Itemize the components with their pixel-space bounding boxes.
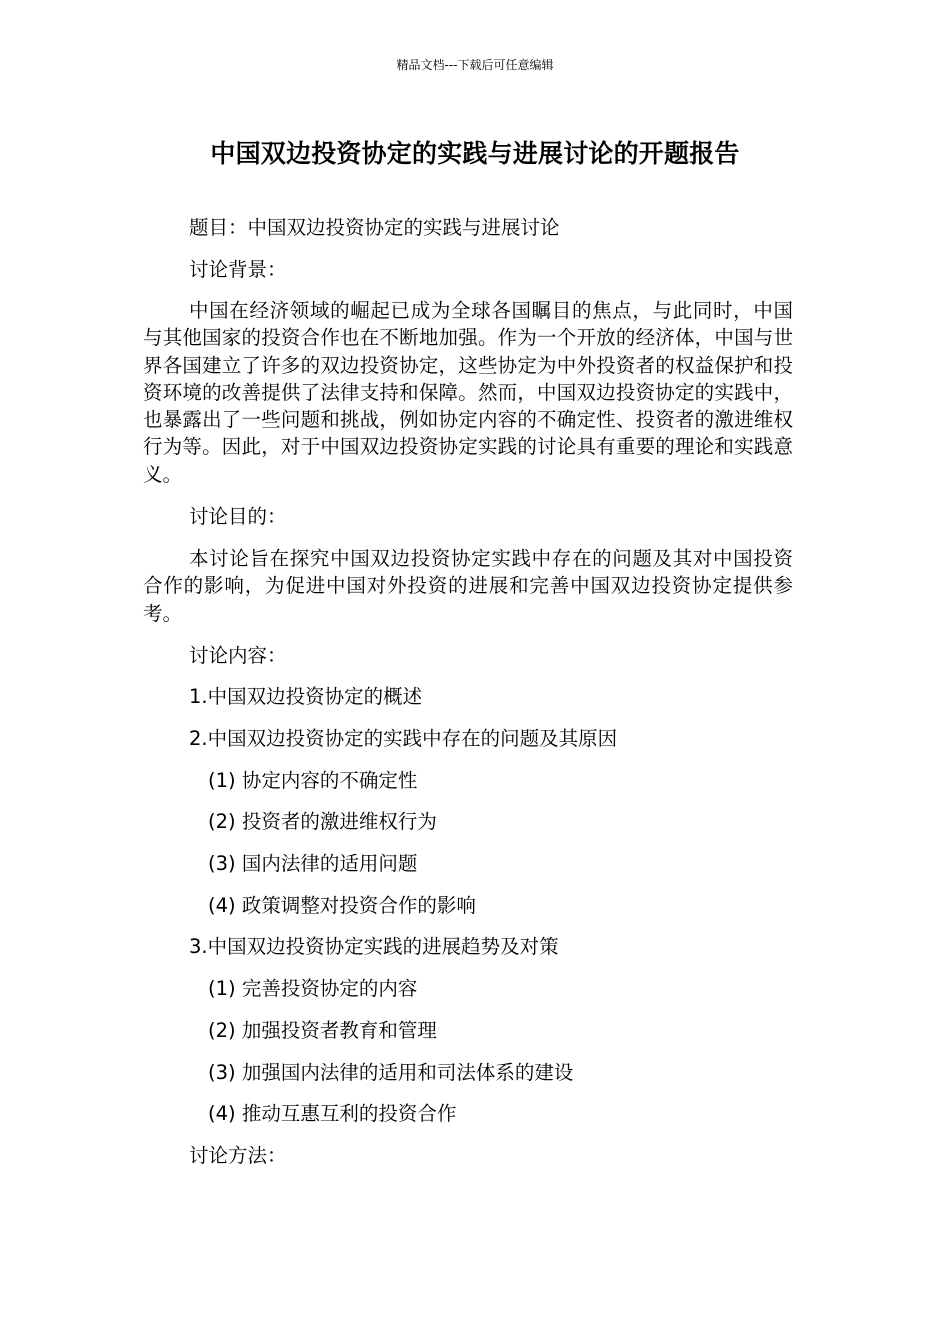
background-heading: 讨论背景： (189, 258, 287, 281)
content-subitem-2-2: (2) 投资者的激进维权行为 (208, 810, 437, 833)
purpose-paragraph: 本讨论旨在探究中国双边投资协定实践中存在的问题及其对中国投资合作的影响，为促进中国对外投资的进展和完善中国双边投资协定提供参考。 (143, 547, 793, 625)
content-subitem-3-1: (1) 完善投资协定的内容 (208, 977, 418, 1000)
background-paragraph: 中国在经济领域的崛起已成为全球各国瞩目的焦点，与此同时，中国与其他国家的投资合作也在不断地加强。作为一个开放的经济体，中国与世界各国建立了许多的双边投资协定，这些协定为中外投资者的权益保护和投资环境的改善提供了法律支持和保障。然而，中国双边投资协定的实践中，也暴露出了一些问题和挑战，例如协定内容的不确定性、投资者的激进维权行为等。因此，对于中国双边投资协定实践的讨论具有重要的理论和实践意义。 (143, 299, 793, 486)
content-item-1: 1.中国双边投资协定的概述 (189, 685, 423, 708)
content-subitem-3-2: (2) 加强投资者教育和管理 (208, 1019, 437, 1042)
content-subitem-2-1: (1) 协定内容的不确定性 (208, 769, 418, 792)
content-heading: 讨论内容： (189, 644, 287, 667)
content-subitem-3-4: (4) 推动互惠互利的投资合作 (208, 1102, 457, 1125)
topic-line: 题目：中国双边投资协定的实践与进展讨论 (189, 216, 560, 239)
content-item-3: 3.中国双边投资协定实践的进展趋势及对策 (189, 935, 559, 958)
content-subitem-2-4: (4) 政策调整对投资合作的影响 (208, 894, 476, 917)
document-title: 中国双边投资协定的实践与进展讨论的开题报告 (210, 139, 740, 168)
page-header: 精品文档---下载后可任意编辑 (396, 58, 554, 72)
content-item-2: 2.中国双边投资协定的实践中存在的问题及其原因 (189, 727, 618, 750)
content-subitem-3-3: (3) 加强国内法律的适用和司法体系的建设 (208, 1061, 574, 1084)
content-subitem-2-3: (3) 国内法律的适用问题 (208, 852, 418, 875)
method-heading: 讨论方法： (189, 1144, 287, 1167)
purpose-heading: 讨论目的： (189, 505, 287, 528)
